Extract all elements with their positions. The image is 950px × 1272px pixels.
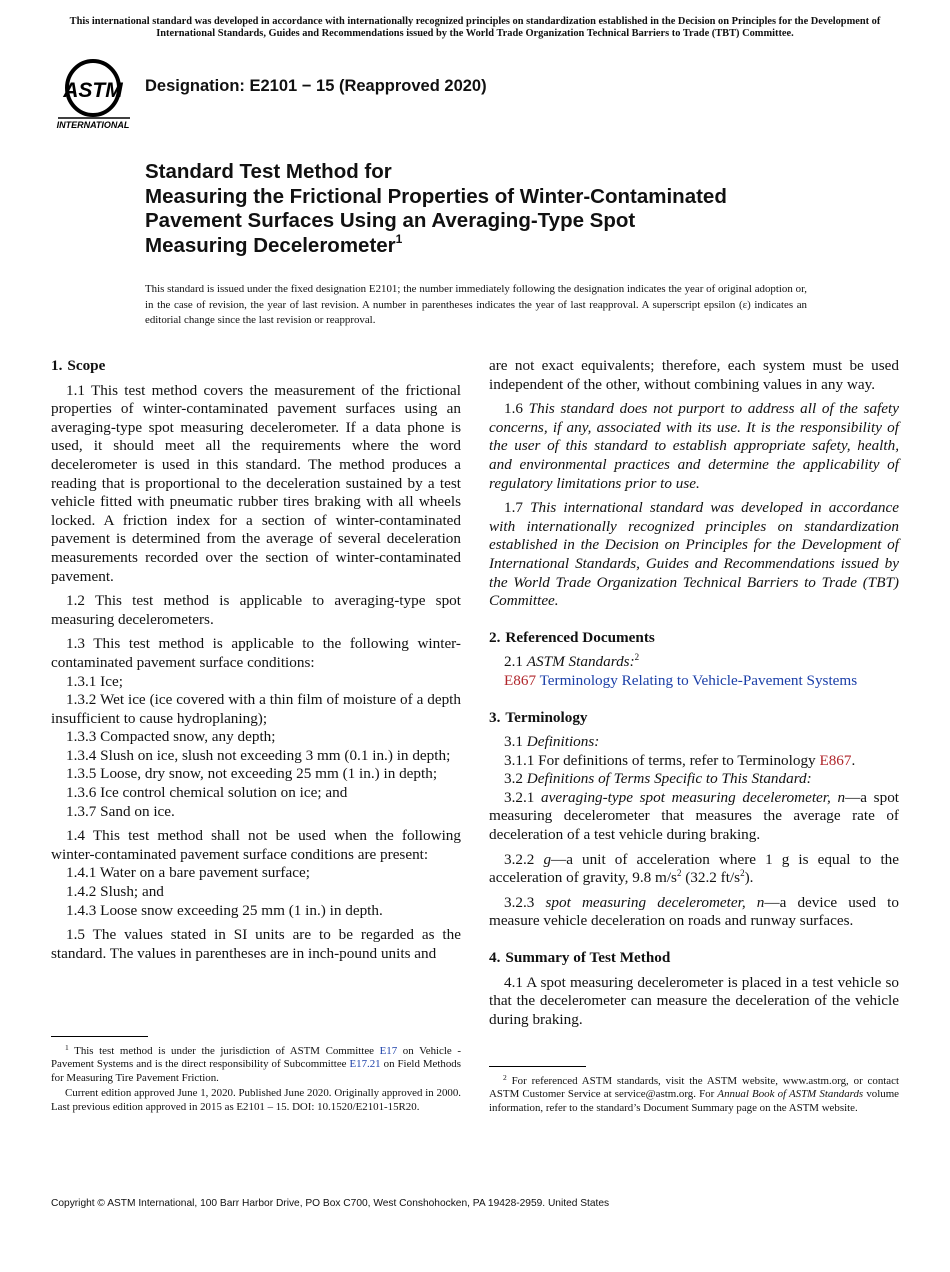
para-1-7: 1.7 This international standard was developed in accordance with internationally recognized principles on standardization established in the Decision on Principles for the Development of International Standards, Guides and Recommendations issued by the World Trade Organization Technical Barriers to Trade (TBT) Committee.	[489, 499, 900, 610]
document-title: Standard Test Method for Measuring the Frictional Properties of Winter-Contaminated Pavement Surfaces Using an Averaging-Type Spot Measuring Decelerometer$^1$	[145, 160, 727, 257]
para-1-6: 1.6 This standard does not purport to address all of the safety concerns, if any, associated with its use. It is the responsibility of the user of this standard to establish appropriate safety, health, and environmental practices and determine the applicability of regulatory limitations prior to use.	[489, 400, 900, 492]
para-3-2-3: 3.2.3 spot measuring decelerometer, n—a device used to measure vehicle deceleration on roads and runway surfaces.	[489, 893, 899, 930]
astm-logo	[52, 58, 134, 130]
footnote-1: $^1$ This test method is under the jurisdiction of ASTM Committee E17 on Vehicle - Pavement Systems and is the direct responsibility of Subcommittee E17.21 on Field Methods for Measuring Tire Pavement Friction. Current edition approved June 1, 2020. Published June 2020. Originally approved in 2000. Last previous edition approved in 2015 as E2101 – 15. DOI: 10.1520/E2101-15R20.	[51, 1043, 461, 1113]
committee-e17-link[interactable]: E17	[379, 1045, 398, 1057]
title-footnote-marker: 1	[395, 231, 403, 246]
para-1-4: 1.4 This test method shall not be used when the following winter-contaminated pavement surface conditions are present:	[51, 827, 461, 863]
svg-text:INTERNATIONAL: INTERNATIONAL	[56, 120, 130, 130]
terminology-e867-link[interactable]: E867	[819, 751, 852, 769]
section-heading-referenced-documents: 2. Referenced Documents	[489, 628, 655, 646]
reference-title-link[interactable]: Terminology Relating to Vehicle-Pavement Systems	[539, 671, 858, 689]
para-4-1: 4.1 A spot measuring decelerometer is placed in a test vehicle so that the decelerometer can measure the deceleration of the vehicle during braking.	[489, 973, 899, 1028]
right-column	[489, 357, 899, 1035]
para-1-3-4: 1.3.4 Slush on ice, slush not exceeding 3 mm (0.1 in.) in depth;	[66, 746, 451, 764]
para-1-1: 1.1 This test method covers the measurement of the frictional properties of winter-contaminated pavement surfaces using an averaging-type spot measuring decelerometer. If a data phone is used, it should meet all the requirements where the word decelerometer is used in this standard. The method produces a reading that is proportional to the deceleration sustained by a test vehicle fitted with pneumatic rubber tires braking with all wheels locked. A friction index for a section of winter-contaminated pavement is determined from the average of several deceleration measurements recorded over the section of winter-contaminated pavement.	[51, 381, 461, 585]
section-heading-terminology: 3. Terminology	[489, 708, 588, 726]
para-1-4-3: 1.4.3 Loose snow exceeding 25 mm (1 in.) in depth.	[66, 901, 383, 919]
para-1-3-1: 1.3.1 Ice;	[66, 672, 123, 690]
copyright-footer: Copyright © ASTM International, 100 Barr Harbor Drive, PO Box C700, West Conshohocken, PA 19428-2959. United States	[51, 1198, 610, 1209]
designation: Designation: E2101 − 15 (Reapproved 2020)	[145, 77, 487, 95]
para-1-3-5: 1.3.5 Loose, dry snow, not exceeding 25 mm (1 in.) in depth;	[66, 765, 438, 783]
top-notice: This international standard was developed in accordance with internationally recognized principles on standardization established in the Decision on Principles for the Development of International Standards, Guides and Recommendations issued by the World Trade Organization Technical Barriers to Trade (TBT) Committee.	[69, 16, 881, 39]
para-2-1: 2.1 ASTM Standards:$^2$	[504, 652, 640, 671]
para-1-5: 1.5 The values stated in SI units are to be regarded as the standard. The values in parentheses are in inch-pound units and	[51, 926, 461, 962]
para-1-5-continued: are not exact equivalents; therefore, each system must be used independent of the other, without combining values in any way.	[489, 357, 899, 393]
section-heading-summary: 4. Summary of Test Method	[489, 949, 671, 967]
reference-code-link[interactable]: E867	[504, 671, 537, 689]
para-3-1: 3.1 Definitions:	[504, 733, 600, 751]
para-3-2-1: 3.2.1 averaging-type spot measuring decelerometer, n—a spot measuring decelerometer that measures the average rate of deceleration of a test vehicle during braking.	[489, 788, 900, 844]
issue-note: This standard is issued under the fixed designation E2101; the number immediately following the designation indicates the year of original adoption or, in the case of revision, the year of last revision. A number in parentheses indicates the year of last reapproval. A superscript epsilon (ε) indicates an editorial change since the last revision or reapproval.	[145, 283, 807, 326]
section-heading-scope: 1. Scope	[51, 357, 106, 374]
footnote-2: $^2$ For referenced ASTM standards, visit the ASTM website, www.astm.org, or contact ASTM Customer Service at service@astm.org. For Annual Book of ASTM Standards volume information, refer to the standard’s Document Summary page on the ASTM website.	[489, 1073, 899, 1114]
para-1-3: 1.3 This test method is applicable to the following winter-contaminated pavement surface conditions:	[51, 635, 461, 671]
svg-text:ASTM: ASTM	[63, 79, 123, 102]
para-3-2: 3.2 Definitions of Terms Specific to This Standard:	[504, 770, 812, 788]
footnote-rule-right	[489, 1066, 586, 1067]
para-1-3-6: 1.3.6 Ice control chemical solution on ice; and	[66, 784, 348, 802]
para-1-3-2: 1.3.2 Wet ice (ice covered with a thin film of moisture of a depth insufficient to cause hydroplaning);	[51, 691, 461, 727]
para-1-3-7: 1.3.7 Sand on ice.	[66, 802, 175, 820]
footnote-rule-left	[51, 1036, 148, 1037]
para-3-2-2: 3.2.2 g—a unit of acceleration where 1 g is equal to the acceleration of gravity, 9.8 $m/s^2$ (32.2 $ft/s^2$).	[489, 850, 900, 887]
para-1-4-1: 1.4.1 Water on a bare pavement surface;	[66, 864, 310, 882]
subcommittee-e17-21-link[interactable]: E17.21	[349, 1058, 381, 1071]
para-1-3-3: 1.3.3 Compacted snow, any depth;	[66, 728, 276, 746]
para-3-1-1: 3.1.1 For definitions of terms, refer to Terminology E867.	[504, 751, 856, 769]
reference-e867[interactable]	[489, 672, 899, 691]
para-1-4-2: 1.4.2 Slush; and	[66, 883, 164, 901]
left-column	[51, 357, 461, 969]
para-1-2: 1.2 This test method is applicable to averaging-type spot measuring decelerometers.	[51, 592, 461, 628]
